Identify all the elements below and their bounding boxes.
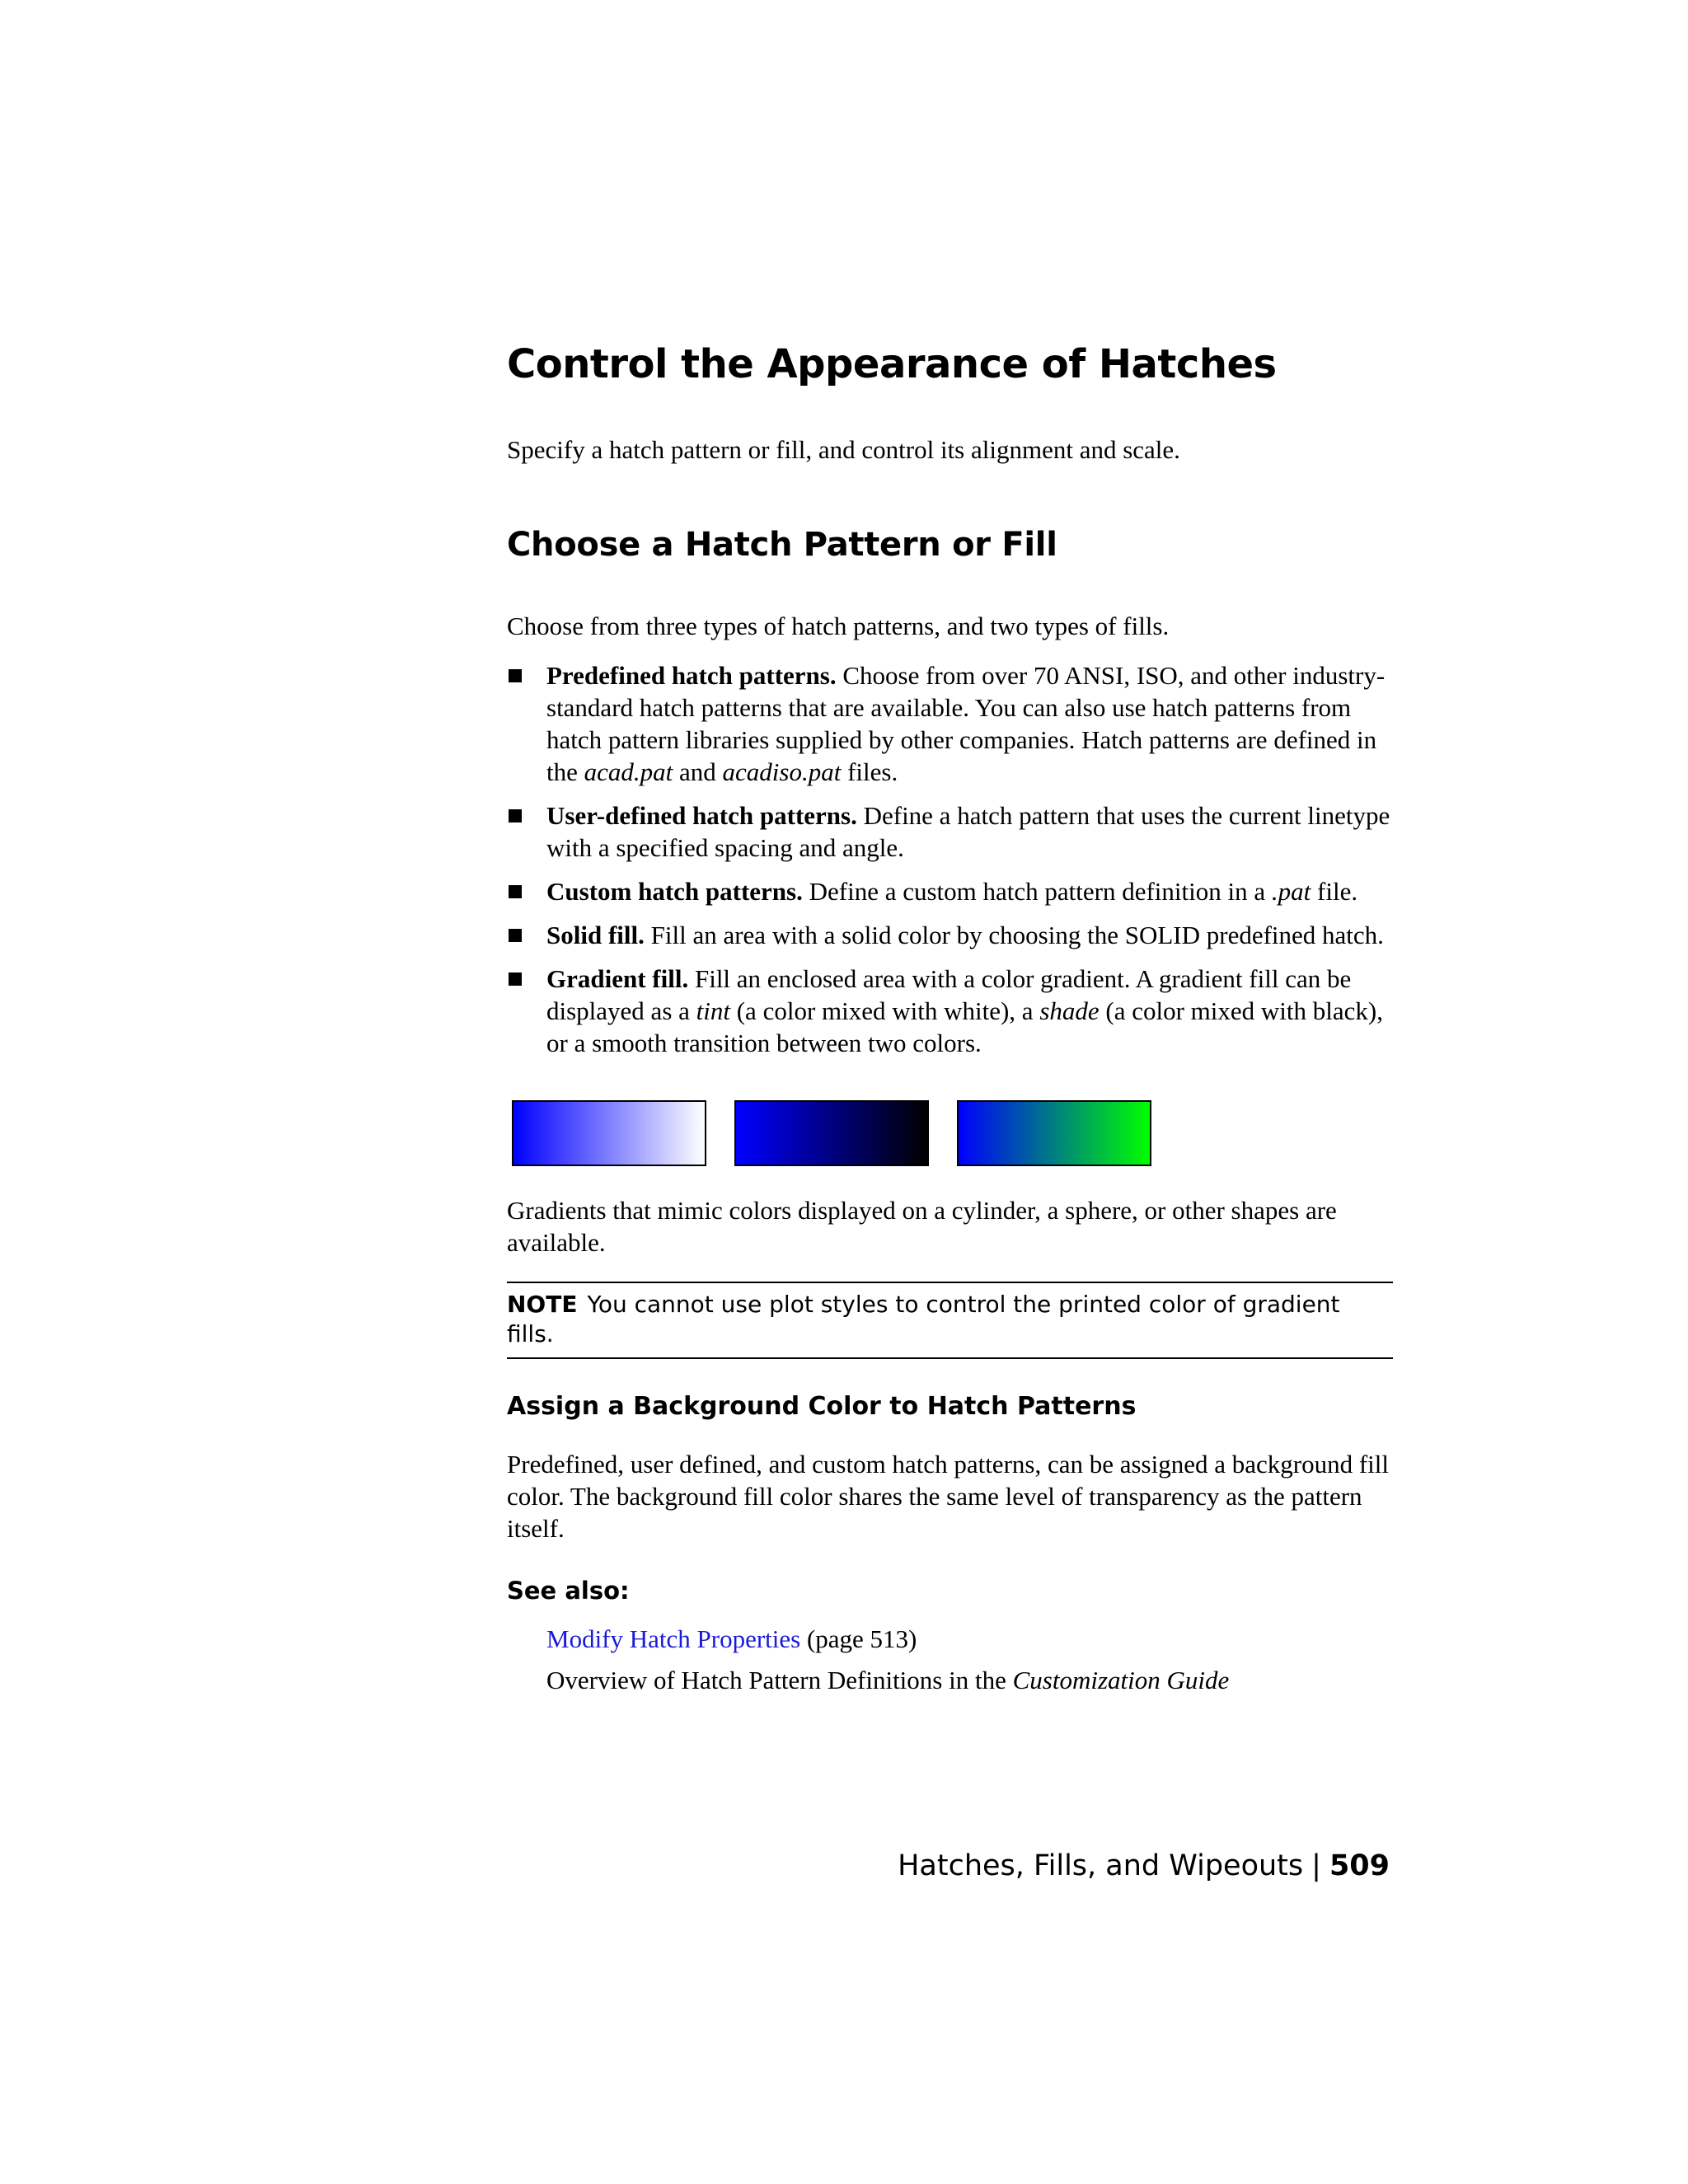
list-item-text: Define a hatch pattern that uses the current linetype with a specified spacing and angle.: [546, 801, 1390, 862]
see-also-text: Overview of Hatch Pattern Definitions in the: [546, 1666, 1013, 1694]
gradient-swatch-tint: [512, 1100, 706, 1166]
list-item-term: User-defined hatch patterns.: [546, 801, 857, 830]
gradient-swatch-shade: [734, 1100, 929, 1166]
list-item-term: Gradient fill.: [546, 964, 689, 993]
filename-pat: .pat: [1271, 877, 1311, 906]
note-label: NOTE: [507, 1291, 578, 1318]
list-item-text: and: [673, 757, 723, 786]
list-item-text: Fill an area with a solid color by choosing the SOLID predefined hatch.: [644, 921, 1384, 949]
term-shade: shade: [1039, 996, 1100, 1025]
list-item-term: Custom hatch patterns.: [546, 877, 803, 906]
see-also-list: [507, 1619, 1393, 1701]
footer-separator: |: [1311, 1849, 1321, 1882]
see-also-item: [546, 1660, 1393, 1701]
list-item-text: (a color mixed with white), a: [729, 996, 1040, 1025]
footer-page-number: 509: [1329, 1849, 1390, 1882]
list-item-text: files.: [841, 757, 898, 786]
filename-acadiso-pat: acadiso.pat: [722, 757, 842, 786]
list-item-predefined: [507, 659, 1393, 788]
bullet-square-icon: [509, 809, 522, 823]
list-item-text: Define a custom hatch pattern definition in a: [802, 877, 1272, 906]
page-title: Control the Appearance of Hatches: [507, 341, 1277, 387]
see-also-label: See also:: [507, 1577, 630, 1605]
note-box: [507, 1282, 1393, 1359]
list-item-text: Choose from over 70 ANSI, ISO, and other industry-standard hatch patterns that are available. You can also use hatch patterns from hatch pattern libraries supplied by other companies. Hatch patterns are defined in the: [546, 661, 1386, 786]
list-item-custom: [507, 875, 1393, 907]
modify-hatch-properties-link[interactable]: Modify Hatch Properties: [546, 1624, 801, 1653]
filename-acad-pat: acad.pat: [584, 757, 673, 786]
list-item-term: Solid fill.: [546, 921, 645, 949]
gradient-caption: Gradients that mimic colors displayed on a cylinder, a sphere, or other shapes are available.: [507, 1196, 1337, 1257]
page-reference: (page 513): [800, 1624, 917, 1653]
subsection-heading: Assign a Background Color to Hatch Patterns: [507, 1392, 1137, 1421]
bullet-square-icon: [509, 669, 522, 682]
gradient-swatches: [512, 1100, 1393, 1166]
list-item-solid-fill: [507, 919, 1393, 951]
list-item-text: file.: [1311, 877, 1358, 906]
subsection-body: Predefined, user defined, and custom hatch patterns, can be assigned a background fill color. The background fill color shares the same level of transparency as the pattern itself.: [507, 1450, 1389, 1543]
list-item-text: Fill an enclosed area with a color gradient. A gradient fill can be displayed as a: [546, 964, 1352, 1025]
intro-paragraph: Specify a hatch pattern or fill, and control its alignment and scale.: [507, 435, 1180, 464]
gradient-swatch-two-color: [957, 1100, 1151, 1166]
bullet-square-icon: [509, 972, 522, 986]
list-item-term: Predefined hatch patterns.: [546, 661, 837, 690]
footer-chapter: Hatches, Fills, and Wipeouts: [898, 1849, 1304, 1882]
bullet-square-icon: [509, 885, 522, 898]
book-title: Customization Guide: [1012, 1666, 1230, 1694]
page-content: [507, 338, 1393, 1701]
list-item-text: (a color mixed with black), or a smooth transition between two colors.: [546, 996, 1383, 1057]
section-lead: Choose from three types of hatch patterns, and two types of fills.: [507, 612, 1170, 640]
bullet-square-icon: [509, 929, 522, 942]
note-text: You cannot use plot styles to control the printed color of gradient fills.: [507, 1291, 1340, 1347]
list-item-gradient-fill: [507, 963, 1393, 1059]
term-tint: tint: [696, 996, 730, 1025]
page-footer: [898, 1846, 1390, 1886]
section-heading: Choose a Hatch Pattern or Fill: [507, 526, 1057, 564]
fill-types-list: [507, 659, 1393, 1059]
see-also-item: [546, 1619, 1393, 1660]
list-item-user-defined: [507, 799, 1393, 864]
